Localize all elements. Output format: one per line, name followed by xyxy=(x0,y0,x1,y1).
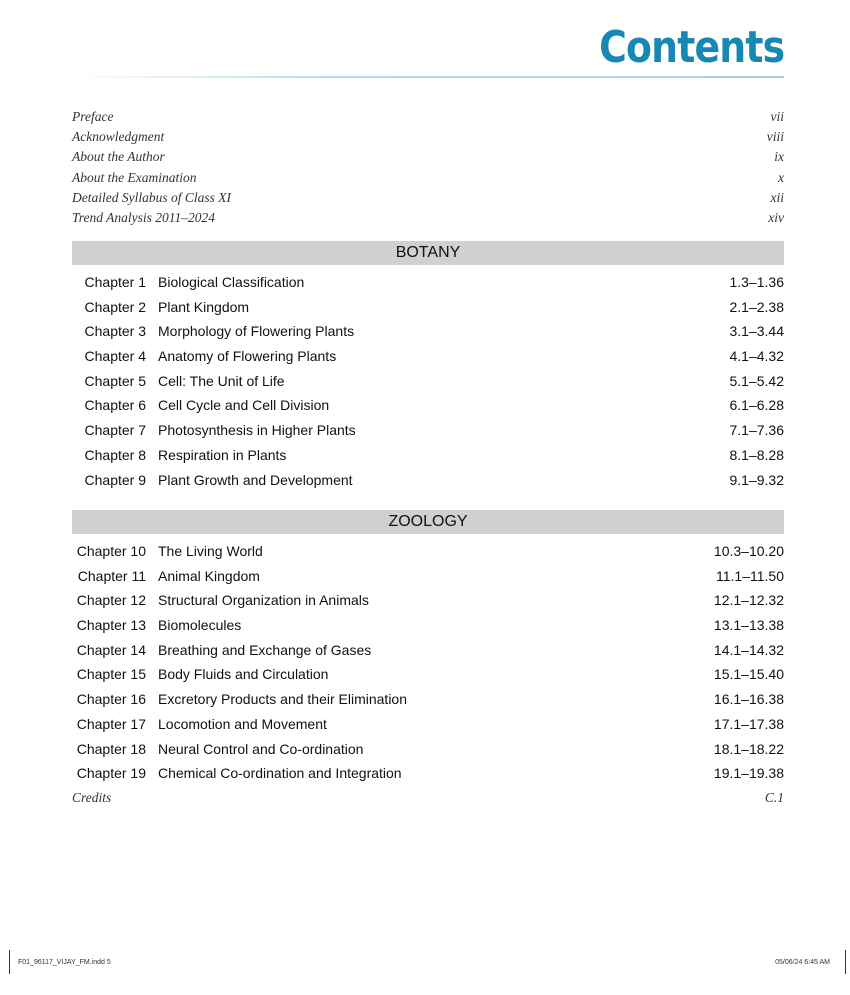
chapter-title: Cell Cycle and Cell Division xyxy=(158,397,330,414)
chapter-title: Cell: The Unit of Life xyxy=(158,372,285,389)
front-matter-label: About the Author xyxy=(72,149,165,165)
chapter-pages: 11.1–11.50 xyxy=(716,567,784,584)
chapter-row[interactable] xyxy=(72,712,784,737)
chapter-pages: 2.1–2.38 xyxy=(729,298,784,315)
chapter-pages: 17.1–17.38 xyxy=(713,715,784,732)
front-matter-item[interactable] xyxy=(72,147,784,167)
chapter-row[interactable] xyxy=(72,443,784,468)
chapter-title: Plant Growth and Development xyxy=(158,471,353,488)
chapter-number: Chapter 15 xyxy=(76,666,146,683)
front-matter-page: ix xyxy=(774,149,784,165)
chapter-pages: 1.3–1.36 xyxy=(729,274,784,290)
chapter-pages: 19.1–19.38 xyxy=(713,765,784,782)
chapter-title: Neural Control and Co-ordination xyxy=(158,740,364,757)
section-header-botany: BOTANY xyxy=(72,241,784,265)
print-slug-timestamp: 05/06/24 6:45 AM xyxy=(775,959,830,966)
chapter-row[interactable] xyxy=(72,319,784,344)
chapter-row[interactable] xyxy=(72,564,784,589)
chapter-pages: 3.1–3.44 xyxy=(729,323,784,340)
front-matter-page: viii xyxy=(766,129,784,145)
chapter-number: Chapter 7 xyxy=(84,422,146,439)
chapter-row[interactable] xyxy=(72,687,784,712)
chapter-number: Chapter 19 xyxy=(76,765,146,782)
chapter-pages: 10.3–10.20 xyxy=(713,543,784,559)
chapter-number: Chapter 11 xyxy=(77,567,146,584)
front-matter-page: x xyxy=(778,169,784,185)
chapter-title: Structural Organization in Animals xyxy=(158,592,369,609)
zoology-chapter-list xyxy=(72,539,784,786)
front-matter-label: About the Examination xyxy=(72,169,197,185)
chapter-pages: 4.1–4.32 xyxy=(729,348,784,365)
chapter-title: Locomotion and Movement xyxy=(158,715,327,732)
crop-mark-left xyxy=(9,950,10,974)
chapter-row[interactable] xyxy=(72,270,784,295)
front-matter-item[interactable] xyxy=(72,208,784,228)
chapter-title: Biomolecules xyxy=(158,617,242,634)
front-matter-label: Acknowledgment xyxy=(72,129,165,145)
chapter-row[interactable] xyxy=(72,613,784,638)
chapter-title: Photosynthesis in Higher Plants xyxy=(158,422,356,439)
chapter-row[interactable] xyxy=(72,468,784,493)
title-divider xyxy=(72,76,784,78)
chapter-number: Chapter 8 xyxy=(84,446,146,463)
chapter-number: Chapter 18 xyxy=(76,740,146,757)
chapter-number: Chapter 2 xyxy=(84,298,146,315)
credits-item[interactable] xyxy=(72,788,784,808)
front-matter-label: Preface xyxy=(72,109,114,124)
chapter-pages: 14.1–14.32 xyxy=(713,641,784,658)
front-matter-page: vii xyxy=(770,109,784,124)
chapter-pages: 16.1–16.38 xyxy=(713,691,784,708)
chapter-row[interactable] xyxy=(72,418,784,443)
chapter-number: Chapter 12 xyxy=(76,592,146,609)
chapter-title: Animal Kingdom xyxy=(158,567,260,584)
front-matter-page: xii xyxy=(770,189,784,205)
chapter-pages: 15.1–15.40 xyxy=(713,666,784,683)
chapter-pages: 18.1–18.22 xyxy=(713,740,784,757)
crop-mark-right xyxy=(845,950,846,974)
chapter-row[interactable] xyxy=(72,539,784,564)
chapter-title: The Living World xyxy=(158,543,263,559)
chapter-number: Chapter 16 xyxy=(76,691,146,708)
chapter-number: Chapter 17 xyxy=(76,715,146,732)
section-header-zoology: ZOOLOGY xyxy=(72,510,784,534)
chapter-row[interactable] xyxy=(72,344,784,369)
chapter-number: Chapter 14 xyxy=(76,641,146,658)
print-slug-filename: F01_96117_VIJAY_FM.indd 5 xyxy=(18,959,111,966)
front-matter-item[interactable] xyxy=(72,168,784,188)
front-matter-label: Detailed Syllabus of Class XI xyxy=(72,189,231,205)
chapter-number: Chapter 6 xyxy=(84,397,146,414)
chapter-number: Chapter 4 xyxy=(84,348,146,365)
chapter-title: Excretory Products and their Elimination xyxy=(158,691,407,708)
chapter-title: Plant Kingdom xyxy=(158,298,250,315)
chapter-row[interactable] xyxy=(72,369,784,394)
chapter-title: Biological Classification xyxy=(158,274,305,290)
chapter-number: Chapter 1 xyxy=(84,274,146,290)
chapter-row[interactable] xyxy=(72,393,784,418)
front-matter-item[interactable] xyxy=(72,188,784,208)
credits-page: C.1 xyxy=(764,790,784,805)
chapter-row[interactable] xyxy=(72,588,784,613)
front-matter-page: xiv xyxy=(768,209,784,225)
chapter-row[interactable] xyxy=(72,638,784,663)
chapter-number: Chapter 9 xyxy=(84,471,146,488)
chapter-number: Chapter 13 xyxy=(76,617,146,634)
botany-chapter-list xyxy=(72,270,784,492)
chapter-row[interactable] xyxy=(72,662,784,687)
chapter-row[interactable] xyxy=(72,761,784,786)
front-matter-item[interactable] xyxy=(72,127,784,147)
chapter-pages: 7.1–7.36 xyxy=(729,422,784,439)
chapter-number: Chapter 5 xyxy=(84,372,146,389)
chapter-pages: 13.1–13.38 xyxy=(713,617,784,634)
chapter-row[interactable] xyxy=(72,295,784,320)
chapter-title: Morphology of Flowering Plants xyxy=(158,323,355,340)
page-title: Contents xyxy=(598,22,784,73)
chapter-title: Chemical Co-ordination and Integration xyxy=(158,765,402,782)
chapter-pages: 8.1–8.28 xyxy=(729,446,784,463)
chapter-pages: 9.1–9.32 xyxy=(729,471,784,488)
chapter-row[interactable] xyxy=(72,737,784,762)
credits-label: Credits xyxy=(72,790,112,805)
chapter-number: Chapter 3 xyxy=(84,323,146,340)
front-matter-list xyxy=(72,107,784,228)
chapter-title: Anatomy of Flowering Plants xyxy=(158,348,337,365)
chapter-title: Body Fluids and Circulation xyxy=(158,666,329,683)
chapter-pages: 5.1–5.42 xyxy=(729,372,784,389)
chapter-number: Chapter 10 xyxy=(76,543,146,559)
chapter-pages: 12.1–12.32 xyxy=(713,592,784,609)
front-matter-label: Trend Analysis 2011–2024 xyxy=(72,209,216,225)
front-matter-item[interactable] xyxy=(72,107,784,127)
chapter-pages: 6.1–6.28 xyxy=(729,397,784,414)
chapter-title: Breathing and Exchange of Gases xyxy=(158,641,372,658)
chapter-title: Respiration in Plants xyxy=(158,446,287,463)
